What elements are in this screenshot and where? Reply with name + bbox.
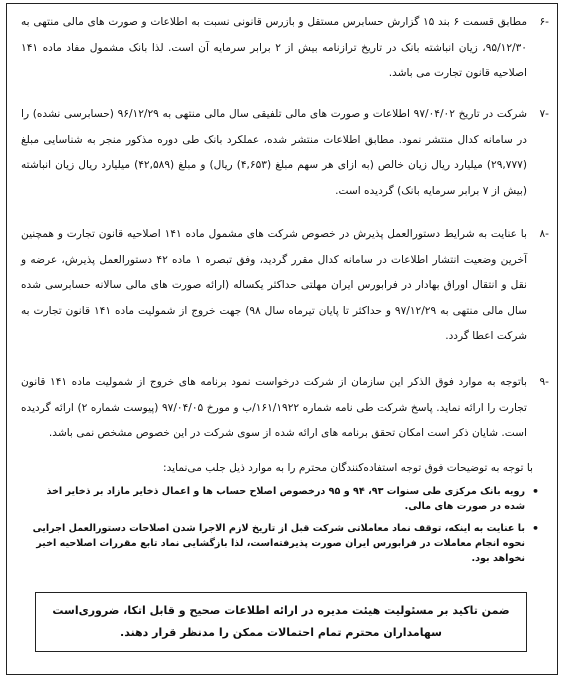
item-number: ۸- xyxy=(539,228,549,240)
item-text: باتوجه به موارد فوق الذکر این سازمان از شرکت درخواست نمود برنامه های خروج از شمولیت ماده ۱۴۱ قانون تجارت را ارائه نماید. پاسخ شرکت طی نامه شماره ۱۶۱/۱۹۲۲/ب و مورخ ۹۷/۰۴/۰۵ (پیوست شماره ۲) ارائه گردیده است. شایان ذکر است امکان تحقق برنامه های ارائه شده از سوی شرکت در این خصوص مشخص نمی باشد. xyxy=(21,376,527,439)
intro-text: با توجه به توضیحات فوق توجه استفاده‌کنندگان محترم را به موارد ذیل جلب می‌نماید: xyxy=(163,462,533,474)
item-number: ۹- xyxy=(539,376,549,388)
item-7 xyxy=(21,102,547,204)
bullet-icon: • xyxy=(531,485,539,498)
item-9 xyxy=(21,370,547,447)
item-text: شرکت در تاریخ ۹۷/۰۴/۰۲ اطلاعات و صورت های مالی تلفیقی سال مالی منتهی به ۹۶/۱۲/۲۹ (حسابرسی نشده) را در سامانه کدال منتشر نمود. مطابق اطلاعات منتشر شده، عملکرد بانک طی دوره مذکور منجر به شناسایی مبلغ (۲۹,۷۷۷) میلیارد ریال زیان خالص (به ازای هر سهم مبلغ (۴,۶۵۳) ریال) و مبلغ (۴۲,۵۸۹) میلیارد ریال زیان انباشته (بیش از ۷ برابر سرمایه بانک) گردیده است. xyxy=(21,108,528,197)
bullet-icon: • xyxy=(531,522,539,535)
item-6 xyxy=(21,10,547,87)
bullet-text: رویه بانک مرکزی طی سنوات ۹۳، ۹۴ و ۹۵ درخصوص اصلاح حساب ها و اعمال ذخایر مازاد بر ذخایر اخذ شده در صورت های مالی. xyxy=(46,486,525,512)
item-8 xyxy=(21,222,547,350)
bullet-item xyxy=(27,521,539,566)
item-text: با عنایت به شرایط دستورالعمل پذیرش در خصوص شرکت های مشمول ماده ۱۴۱ اصلاحیه قانون تجارت و همچنین آخرین وضعیت انتشار اطلاعات در سامانه کدال مقرر گردید، وفق تبصره ۱ ماده ۴۲ دستورالعمل پذیرش، عرضه و نقل و انتقال اوراق بهادار در فرابورس ایران مهلتی حداکثر یکساله (ارائه صورت های مالی سالانه حسابرسی شده سال مالی منتهی به ۹۷/۱۲/۲۹ و حداکثر تا پایان تیرماه سال ۹۸) جهت خروج از شمولیت ماده ۱۴۱ قانون تجارت به شرکت اعطا گردد. xyxy=(21,228,528,342)
bullet-item xyxy=(27,484,539,514)
item-number: ۶- xyxy=(539,16,549,28)
item-number: ۷- xyxy=(539,108,549,120)
bullet-text: با عنایت به اینکه، توقف نماد معاملاتی شرکت قبل از تاریخ لازم الاجرا شدن اصلاحات دستورالعمل اجرایی نحوه انجام معاملات در فرابورس ایران صورت پذیرفته‌است، لذا بازگشایی نماد تابع مقررات اصلاحیه اخیر نخواهد بود. xyxy=(32,523,525,564)
notice-text: ضمن تاکید بر مسئولیت هیئت مدیره در ارائه اطلاعات صحیح و قابل اتکا، ضروری‌است سهامداران محترم تمام احتمالات ممکن را مدنظر قرار دهند. xyxy=(52,604,510,639)
bullet-list xyxy=(27,484,539,573)
item-text: مطابق قسمت ۶ بند ۱۵ گزارش حسابرس مستقل و بازرس قانونی نسبت به اطلاعات و صورت های مالی منتهی به ۹۵/۱۲/۳۰، زیان انباشته بانک در تاریخ ترازنامه بیش از ۲ برابر سرمایه آن است. لذا بانک مشمول مفاد ماده ۱۴۱ اصلاحیه قانون تجارت می باشد. xyxy=(21,16,527,79)
document-page xyxy=(6,3,558,675)
notice-box xyxy=(35,592,527,652)
